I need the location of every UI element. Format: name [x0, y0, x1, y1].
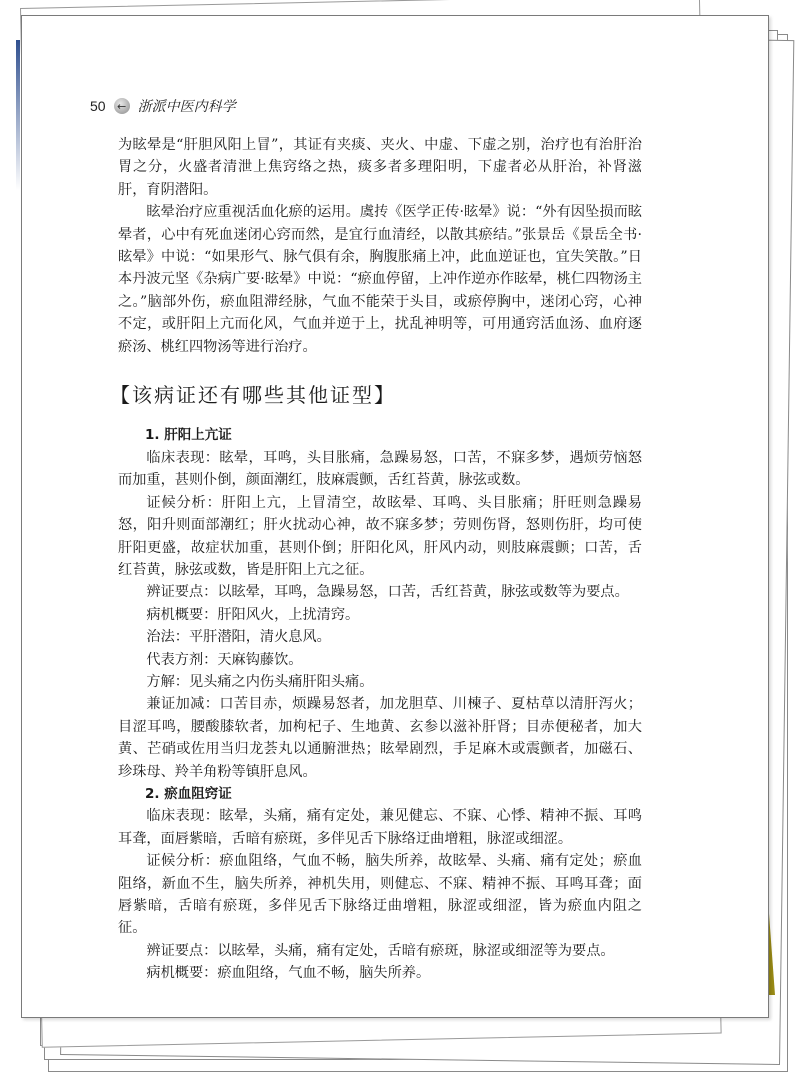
paragraph: 治法：平肝潜阳，清火息风。: [146, 629, 331, 646]
paragraph: 病机概要：瘀血阻络，气血不畅，脑失所养。: [146, 965, 431, 982]
paragraph: 辨证要点：以眩晕，耳鸣，急躁易怒，口苦，舌红苔黄，脉弦或数等为要点。: [146, 584, 629, 601]
page-number: 50: [90, 98, 106, 114]
paragraph: 证候分析：肝阳上亢，上冒清空，故眩晕、耳鸣、头目胀痛；肝旺则急躁易怒，阳升则面部潮红；肝火扰动心神，故不寐多梦；劳则伤肾，怒则伤肝，均可使肝阳更盛，故症状加重，甚则仆倒；肝阳化风，肝风内动，则肢麻震颤；口苦，舌红苔黄，脉弦或数，皆是肝阳上亢之征。: [118, 494, 642, 578]
paragraph: 为眩晕是“肝胆风阳上冒”，其证有夹痰、夹火、中虚、下虚之别，治疗也有治肝治胃之分，火盛者清泄上焦窍络之热，痰多者多理阳明，下虚者必从肝治，补肾滋肝，育阴潜阳。: [118, 137, 642, 198]
paragraph: 方解：见头痛之内伤头痛肝阳头痛。: [146, 673, 374, 690]
paragraph: 辨证要点：以眩晕，头痛，痛有定处，舌暗有瘀斑，脉涩或细涩等为要点。: [146, 942, 615, 959]
paragraph: 代表方剂：天麻钩藤饮。: [146, 651, 303, 668]
paragraph: 病机概要：肝阳风火，上扰清窍。: [146, 606, 360, 623]
page-edge-accent-blue: [16, 40, 20, 190]
paragraph: 临床表现：眩晕，头痛，痛有定处，兼见健忘、不寐、心悸、精神不振、耳鸣耳聋，面唇紫暗，舌暗有瘀斑，多伴见舌下脉络迂曲增粗，脉涩或细涩。: [118, 808, 642, 847]
paragraph: 兼证加减：口苦目赤，烦躁易怒者，加龙胆草、川楝子、夏枯草以清肝泻火；目涩耳鸣，腰酸膝软者，加枸杞子、生地黄、玄参以滋补肝肾；目赤便秘者，加大黄、芒硝或佐用当归龙荟丸以通腑泄热；眩晕剧烈，手足麻木或震颤者，加磁石、珍珠母、羚羊角粉等镇肝息风。: [118, 696, 642, 780]
arrow-left-circle-icon[interactable]: ←: [114, 98, 130, 114]
paragraph: 临床表现：眩晕，耳鸣，头目胀痛，急躁易怒，口苦，不寐多梦，遇烦劳恼怒而加重，甚则仆倒，颜面潮红，肢麻震颤，舌红苔黄，脉弦或数。: [118, 449, 642, 489]
paragraph: 证候分析：瘀血阻络，气血不畅，脑失所养，故眩晕、头痛、痛有定处；瘀血阻络，新血不生，脑失所养，神机失用，则健忘、不寐、精神不振、耳鸣耳聋；面唇紫暗，舌暗有瘀斑，多伴见舌下脉络迂曲增粗，脉涩或细涩，皆为瘀血内阻之征。: [118, 853, 642, 937]
subsection-heading: 2. 瘀血阻窍证: [145, 785, 232, 802]
subsection-heading: 1. 肝阳上亢证: [145, 427, 232, 444]
running-header: [90, 96, 236, 116]
paragraph: 眩晕治疗应重视活血化瘀的运用。虞抟《医学正传·眩晕》说：“外有因坠损而眩晕者，心中有死血迷闭心窍而然，是宜行血清经，以散其瘀结。”张景岳《景岳全书·眩晕》中说：“如果形气、脉气俱有余，胸腹胀痛上冲，此血逆证也，宜失笑散。”日本丹波元坚《杂病广要·眩晕》中说：“瘀血停留，上冲作逆亦作眩晕，桃仁四物汤主之。”脑部外伤，瘀血阻滞经脉，气血不能荣于头目，或瘀停胸中，迷闭心窍，心神不定，或肝阳上亢而化风，气血并逆于上，扰乱神明等，可用通窍活血汤、血府逐瘀汤、桃红四物汤等进行治疗。: [118, 204, 642, 355]
book-title: 浙派中医内科学: [137, 99, 236, 115]
section-heading: 【该病证还有哪些其他证型】: [110, 383, 396, 408]
book-page: [21, 15, 769, 1018]
page-edge-accent-gold: [768, 900, 775, 995]
page-body: [110, 134, 642, 985]
